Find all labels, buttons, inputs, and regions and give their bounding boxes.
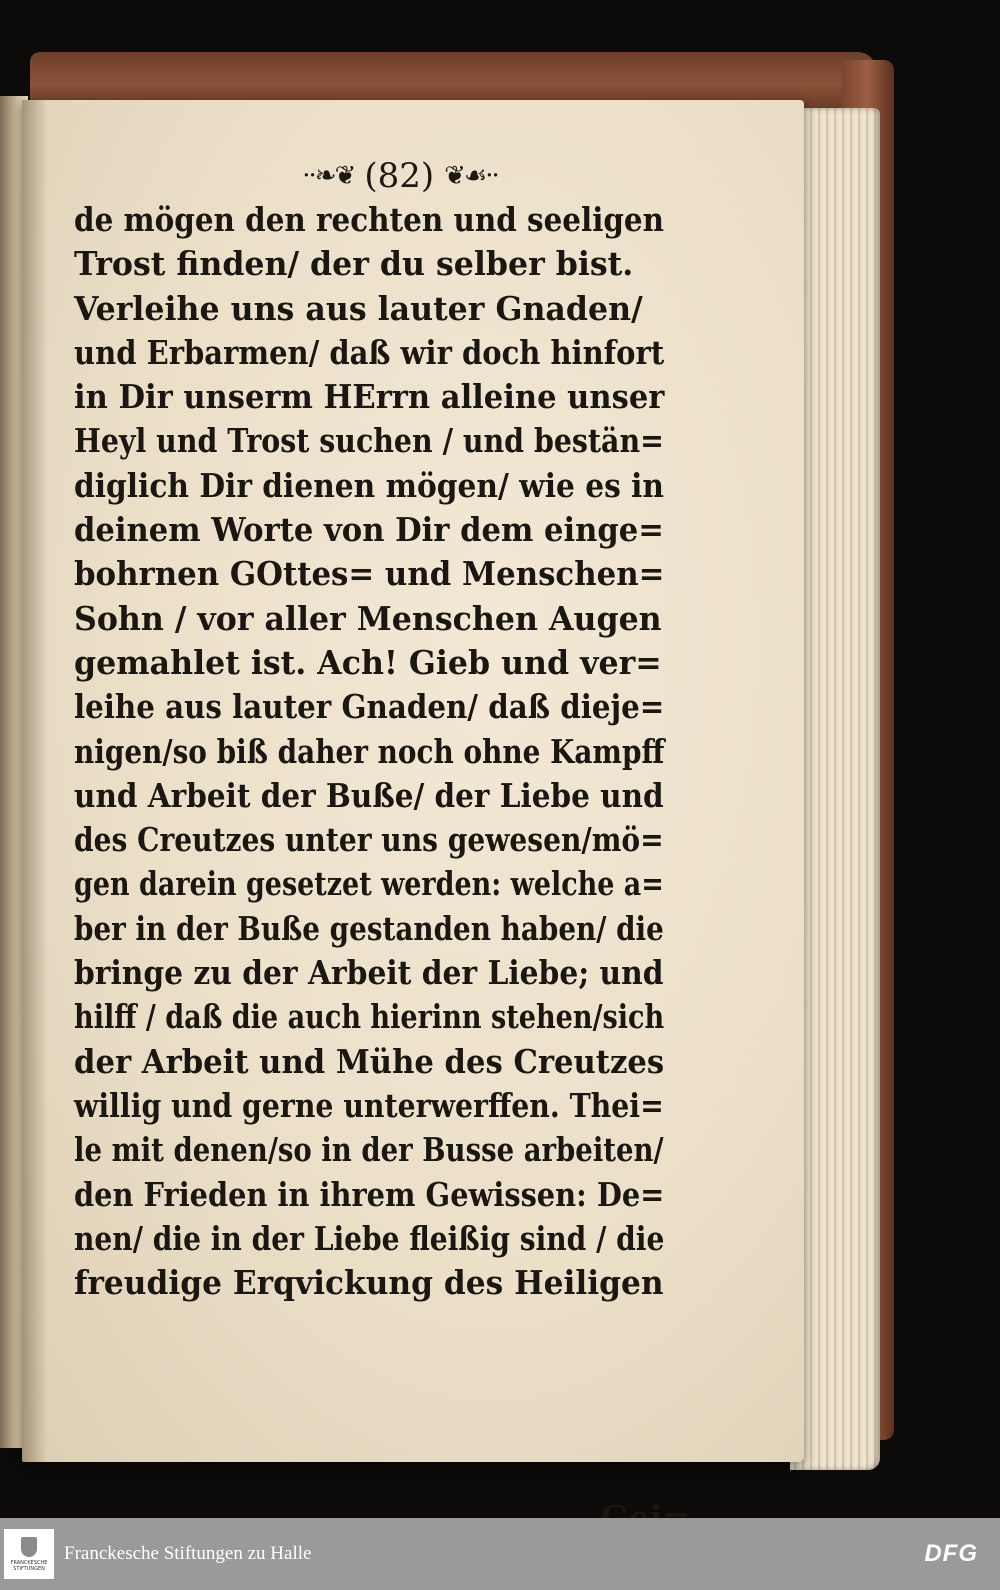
text-line: le mit denen/so in der Busse arbeiten/ — [74, 1130, 664, 1170]
institution-logo — [4, 1529, 54, 1579]
page-gutter-shadow — [22, 100, 48, 1462]
ornament-right-icon: ❦☙·· — [444, 161, 498, 191]
text-line: in Dir unserm HErrn alleine unser — [74, 377, 665, 417]
page-text — [74, 198, 690, 1305]
text-line: gen darein gesetzet werden: welche a= — [74, 864, 664, 904]
logo-caption: FRANCKESCHE STIFTUNGEN — [10, 1559, 48, 1572]
page-header — [250, 148, 550, 204]
text-line: gemahlet ist. Ach! Gieb und ver= — [74, 642, 662, 682]
dfg-logo: DFG — [924, 1540, 978, 1567]
text-line: ber in der Buße gestanden haben/ die — [74, 908, 664, 948]
ornament-left-icon: ··❧❦ — [302, 161, 355, 191]
text-line: und Arbeit der Buße/ der Liebe und — [74, 775, 664, 815]
text-line: der Arbeit und Mühe des Creutzes — [74, 1041, 665, 1081]
text-line: freudige Erqvickung des Heiligen — [74, 1263, 664, 1303]
text-line: bringe zu der Arbeit der Liebe; und — [74, 953, 664, 993]
text-line: deinem Worte von Dir dem einge= — [74, 510, 664, 550]
text-line: nigen/so biß daher noch ohne Kampff — [74, 731, 665, 771]
text-line: den Frieden in ihrem Gewissen: De= — [74, 1174, 665, 1214]
text-line: hilff / daß die auch hierinn stehen/sich — [74, 997, 665, 1037]
text-line: Verleihe uns aus lauter Gnaden/ — [74, 288, 643, 328]
text-line: willig und gerne unterwerffen. Thei= — [74, 1085, 664, 1125]
institution-name: Franckesche Stiftungen zu Halle — [64, 1543, 312, 1564]
text-line: und Erbarmen/ daß wir doch hinfort — [74, 332, 665, 372]
text-line: Sohn / vor aller Menschen Augen — [74, 598, 662, 638]
text-line: Trost finden/ der du selber bist. — [74, 244, 634, 284]
page-number: (82) — [364, 156, 435, 196]
text-line: bohrnen GOttes= und Menschen= — [74, 554, 665, 594]
text-line: des Creutzes unter uns gewesen/mö= — [74, 820, 664, 860]
text-line: de mögen den rechten und seeligen — [74, 200, 665, 239]
text-line: Heyl und Trost suchen / und bestän= — [74, 421, 664, 461]
crest-icon — [21, 1537, 37, 1557]
text-line: leihe aus lauter Gnaden/ daß dieje= — [74, 687, 665, 727]
text-line: diglich Dir dienen mögen/ wie es in — [74, 465, 664, 505]
text-line: nen/ die in der Liebe fleißig sind / die — [74, 1218, 665, 1258]
footer-bar — [0, 1518, 1000, 1590]
